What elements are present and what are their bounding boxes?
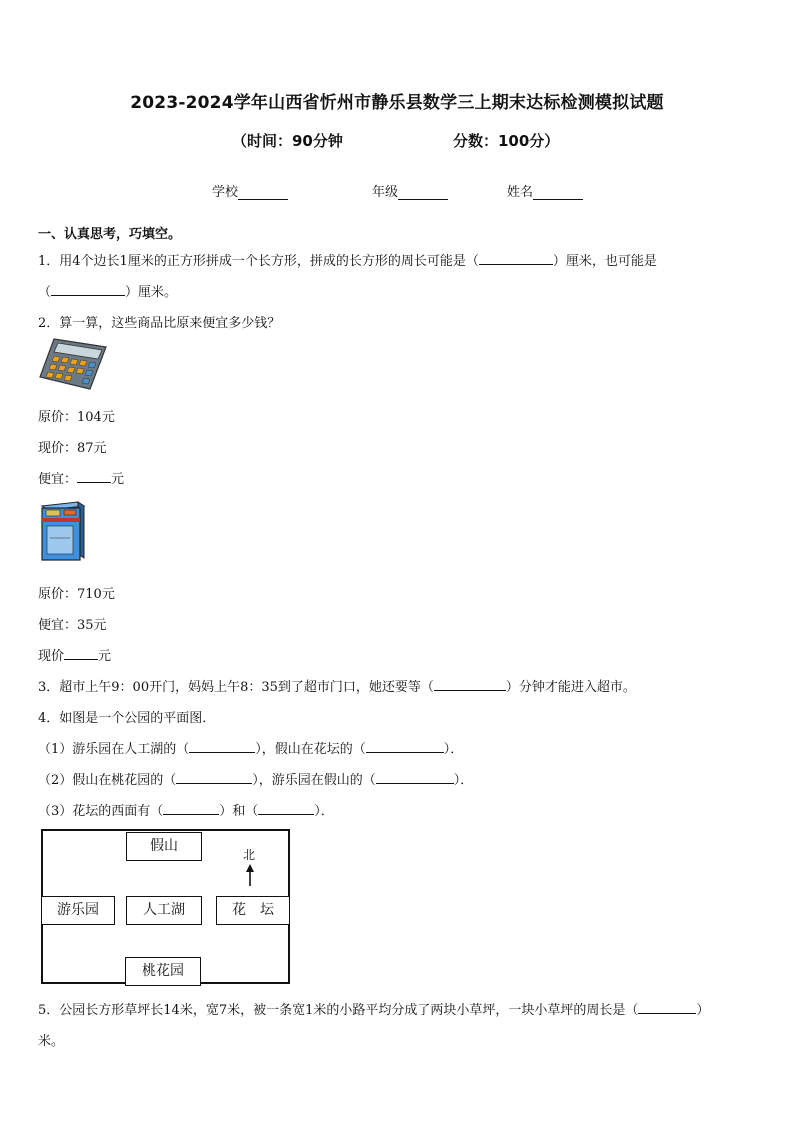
- q1-text-b: ）厘米，也可能是: [552, 254, 657, 269]
- name-label: 姓名: [507, 185, 534, 200]
- map-jiashan: 假山: [126, 832, 202, 861]
- item1-cheaper-unit: 元: [111, 472, 125, 487]
- calculator-icon: [38, 337, 108, 391]
- name-blank[interactable]: [533, 185, 583, 200]
- q1-text-a: 1．用4个边长1厘米的正方形拼成一个长方形，拼成的长方形的周长可能是（: [38, 254, 479, 269]
- q4-s1-text-c: ）．: [443, 742, 464, 757]
- section-heading: 一、认真思考，巧填空。: [38, 227, 182, 242]
- q4-s3-text-c: ）．: [314, 804, 334, 819]
- q4-s1-blank-2[interactable]: [366, 739, 444, 753]
- q4-s1-blank-1[interactable]: [189, 739, 255, 753]
- grade-field[interactable]: [372, 181, 448, 200]
- question-1-line-2: [38, 281, 177, 300]
- item1-original-price: 原价：104元: [38, 410, 115, 425]
- question-4-sub-2: [38, 769, 473, 788]
- item1-current-price: 现价：87元: [38, 441, 107, 456]
- exam-score: 分数：100分）: [453, 132, 560, 150]
- q4-s2-text-a: （2）假山在桃花园的（: [38, 773, 177, 788]
- page-title: 2023-2024学年山西省忻州市静乐县数学三上期末达标检测模拟试题: [130, 93, 664, 113]
- question-2-prompt: 2．算一算，这些商品比原来便宜多少钱？: [38, 316, 281, 331]
- q5-text-a: 5．公园长方形草坪长14米，宽7米，被一条宽1米的小路平均分成了两块小草坪，一块小草坪的周长是（: [38, 1003, 639, 1018]
- name-field[interactable]: [507, 181, 583, 200]
- q3-blank[interactable]: [434, 677, 506, 691]
- grade-label: 年级: [372, 185, 399, 200]
- item2-current-unit: 元: [98, 649, 112, 664]
- item2-current: [38, 645, 111, 664]
- question-1-line-1: [38, 250, 657, 269]
- item2-original-price: 原价：710元: [38, 587, 115, 602]
- school-field[interactable]: [212, 181, 288, 200]
- question-3: [38, 676, 636, 695]
- q4-s1-text-b: ），假山在花坛的（: [255, 742, 366, 757]
- map-youleyuan: 游乐园: [41, 896, 115, 925]
- q4-s3-text-b: ）和（: [219, 804, 259, 819]
- q1-text-d: ）厘米。: [125, 285, 178, 300]
- q4-s2-text-c: ）．: [453, 773, 474, 788]
- q4-s2-blank-1[interactable]: [176, 770, 252, 784]
- question-4-sub-3: [38, 800, 334, 819]
- item2-cheaper: 便宜：35元: [38, 618, 107, 633]
- north-arrow-icon: [244, 864, 256, 886]
- q1-blank-2[interactable]: [51, 282, 125, 296]
- q4-s3-blank-2[interactable]: [258, 801, 314, 815]
- q5-text-b: ）: [696, 1003, 710, 1018]
- q1-blank-1[interactable]: [479, 251, 553, 265]
- question-4-sub-1: [38, 738, 463, 757]
- school-label: 学校: [212, 185, 239, 200]
- exam-time: （时间：90分钟: [232, 132, 343, 150]
- q1-text-c: （: [38, 285, 52, 300]
- item2-current-blank[interactable]: [64, 646, 98, 660]
- item2-current-label: 现价: [38, 649, 65, 664]
- q4-s3-text-a: （3）花坛的西面有（: [38, 804, 164, 819]
- question-4-prompt: 4．如图是一个公园的平面图．: [38, 711, 216, 726]
- map-taohuayuan: 桃花园: [125, 957, 201, 986]
- q4-s3-blank-1[interactable]: [163, 801, 219, 815]
- question-5-line-1: [38, 999, 709, 1018]
- map-north-label: 北: [243, 848, 256, 862]
- q4-s2-blank-2[interactable]: [376, 770, 454, 784]
- q3-text-b: ）分钟才能进入超市。: [505, 680, 636, 695]
- item1-cheaper-blank[interactable]: [77, 469, 111, 483]
- map-huatan: 花 坛: [216, 896, 290, 925]
- park-map: [41, 829, 290, 984]
- question-5-line-2: 米。: [38, 1034, 65, 1049]
- item1-cheaper-label: 便宜：: [38, 472, 78, 487]
- school-blank[interactable]: [238, 185, 288, 200]
- item1-cheaper: [38, 468, 124, 487]
- q4-s1-text-a: （1）游乐园在人工湖的（: [38, 742, 190, 757]
- grade-blank[interactable]: [398, 185, 448, 200]
- map-rengonghu: 人工湖: [126, 896, 202, 925]
- q5-blank[interactable]: [638, 1000, 696, 1014]
- q4-s2-text-b: ），游乐园在假山的（: [252, 773, 376, 788]
- q3-text-a: 3．超市上午9：00开门，妈妈上午8：35到了超市门口，她还要等（: [38, 680, 434, 695]
- box-icon: [38, 498, 86, 564]
